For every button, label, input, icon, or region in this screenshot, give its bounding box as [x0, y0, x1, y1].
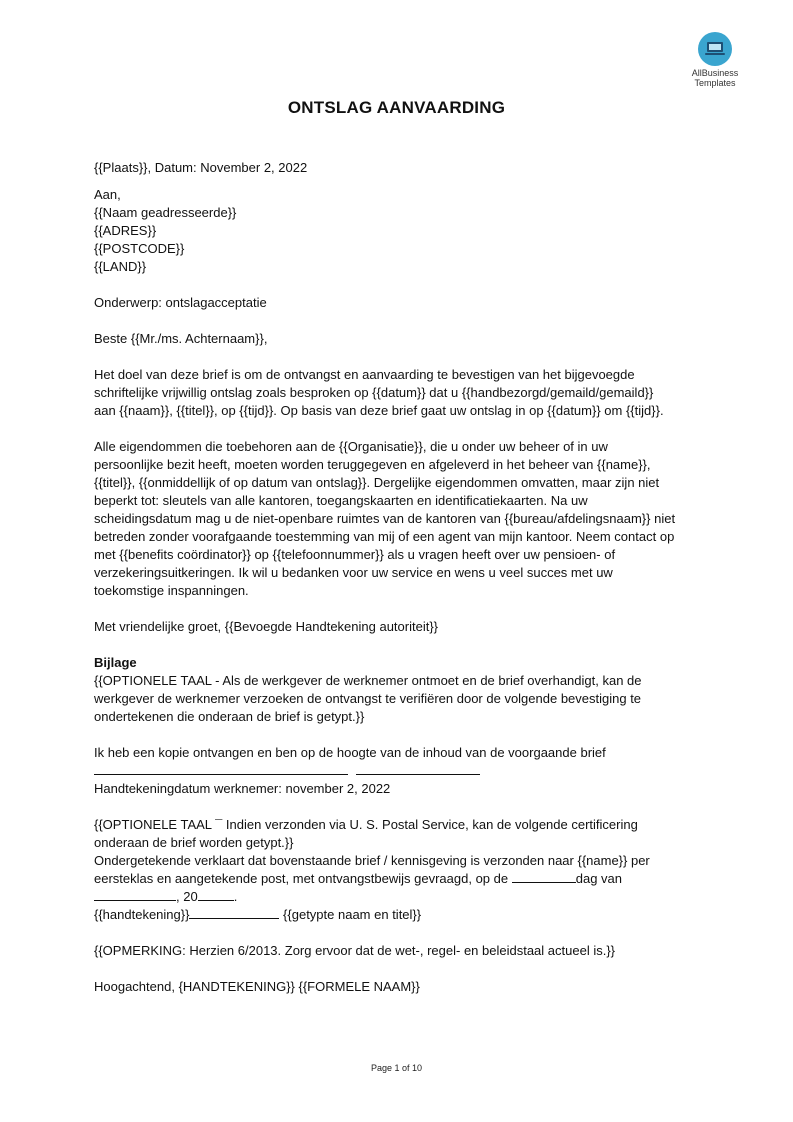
allbusiness-templates-logo[interactable]: [684, 32, 746, 88]
signature-placeholder: {{handtekening}}: [94, 907, 190, 922]
laptop-icon: [698, 32, 732, 66]
logo-text-line1: AllBusiness: [691, 68, 739, 78]
paragraph-2-line-7: met {{benefits coördinator}} op {{telefoonnummer}} als u vragen heeft over uw pensioen- of: [94, 547, 616, 562]
paragraph-1-line-1: Het doel van deze brief is om de ontvangst en aanvaarding te bevestigen van het bijgevoegde: [94, 367, 635, 382]
paragraph-2-line-4: beperkt tot: sleutels van alle kantoren, toegangskaarten en identificatiekaarten. Na uw: [94, 493, 588, 508]
paragraph-2-line-1: Alle eigendommen die toebehoren aan de {{Organisatie}}, die u onder uw beheer of in uw: [94, 439, 608, 454]
paragraph-2-line-8: verzekeringsuitkeringen. Ik wil u bedanken voor uw service en wens u veel succes met uw: [94, 565, 613, 580]
letter-body: [94, 159, 704, 996]
year-prefix: , 20: [176, 889, 198, 904]
postal-line-2: onderaan de brief worden getypt.}}: [94, 835, 294, 850]
month-blank: [94, 888, 176, 901]
revision-note: {{OPMERKING: Herzien 6/2013. Zorg ervoor dat de wet-, regel- en beleidstaal actueel is.}}: [94, 943, 615, 958]
final-signoff: Hoogachtend, {HANDTEKENING}} {{FORMELE NAAM}}: [94, 979, 420, 994]
signature-blank-lines: [94, 762, 704, 780]
bijlage-heading: Bijlage: [94, 655, 137, 670]
postal-line-5: [94, 888, 704, 906]
bijlage-line-1: {{OPTIONELE TAAL - Als de werkgever de werknemer ontmoet en de brief overhandigt, kan de: [94, 673, 642, 688]
closing: Met vriendelijke groet, {{Bevoegde Handtekening autoriteit}}: [94, 619, 439, 634]
address-country: {{LAND}}: [94, 259, 147, 274]
salutation: Beste {{Mr./ms. Achternaam}},: [94, 331, 268, 346]
paragraph-1-line-2: schriftelijke vrijwillig ontslag zoals besproken op {{datum}} dat u {{handbezorgd/gemaild/gemaild}}: [94, 385, 654, 400]
address-street: {{ADRES}}: [94, 223, 157, 238]
address-name: {{Naam geadresseerde}}: [94, 205, 237, 220]
typed-name-placeholder: {{getypte naam en titel}}: [279, 907, 422, 922]
page-number: Page 1 of 10: [370, 1063, 423, 1073]
postal-line-4-text: eersteklas en aangetekende post, met ontvangstbewijs gevraagd, op de: [94, 871, 512, 886]
postal-signature-line: [94, 906, 704, 924]
employee-signature-blank: [94, 762, 348, 775]
postal-line-4: [94, 870, 704, 888]
year-end: .: [233, 889, 238, 904]
paragraph-2-line-9: toekomstige inspanningen.: [94, 583, 249, 598]
bijlage-line-3: ondertekenen die onderaan de brief is getypt.}}: [94, 709, 365, 724]
signature-blank: [189, 906, 279, 919]
document-title: ONTSLAG AANVAARDING: [287, 98, 506, 117]
paragraph-1-line-3: aan {{naam}}, {{titel}}, op {{tijd}}. Op basis van deze brief gaat uw ontslag in op {{datum}} om {{tijd}}.: [94, 403, 664, 418]
paragraph-2-line-3: {{titel}}, {{onmiddellijk of op datum van ontslag}}. Dergelijke eigendommen omvatten, maar zijn niet: [94, 475, 660, 490]
signature-date: Handtekeningdatum werknemer: november 2, 2022: [94, 781, 391, 796]
postal-line-1: {{OPTIONELE TAAL ¯ Indien verzonden via U. S. Postal Service, kan de volgende certificering: [94, 817, 638, 832]
postal-line-4-end: dag van: [575, 871, 622, 886]
address-postcode: {{POSTCODE}}: [94, 241, 185, 256]
subject-line: Onderwerp: ontslagacceptatie: [94, 295, 267, 310]
paragraph-2-line-2: persoonlijke bezit heeft, moeten worden teruggegeven en afgeleverd in het beheer van {{name}},: [94, 457, 651, 472]
postal-line-3: Ondergetekende verklaart dat bovenstaande brief / kennisgeving is verzonden naar {{name}} per: [94, 853, 650, 868]
place-date: {{Plaats}}, Datum: November 2, 2022: [94, 160, 308, 175]
day-blank: [512, 870, 576, 883]
logo-text-line2: Templates: [694, 78, 736, 88]
year-blank: [198, 888, 234, 901]
date-blank: [356, 762, 480, 775]
address-to: Aan,: [94, 187, 121, 202]
paragraph-2-line-5: scheidingsdatum mag u de niet-openbare ruimtes van de kantoren van {{bureau/afdelingsnaam}} niet: [94, 511, 676, 526]
bijlage-line-2: werkgever de werknemer verzoeken de ontvangst te verifiëren door de volgende bevestiging te: [94, 691, 642, 706]
paragraph-2-line-6: betreden zonder voorafgaande toestemming van mij of een agent van mijn kantoor. Neem contact op: [94, 529, 675, 544]
receipt-line: Ik heb een kopie ontvangen en ben op de hoogte van de inhoud van de voorgaande brief: [94, 745, 606, 760]
